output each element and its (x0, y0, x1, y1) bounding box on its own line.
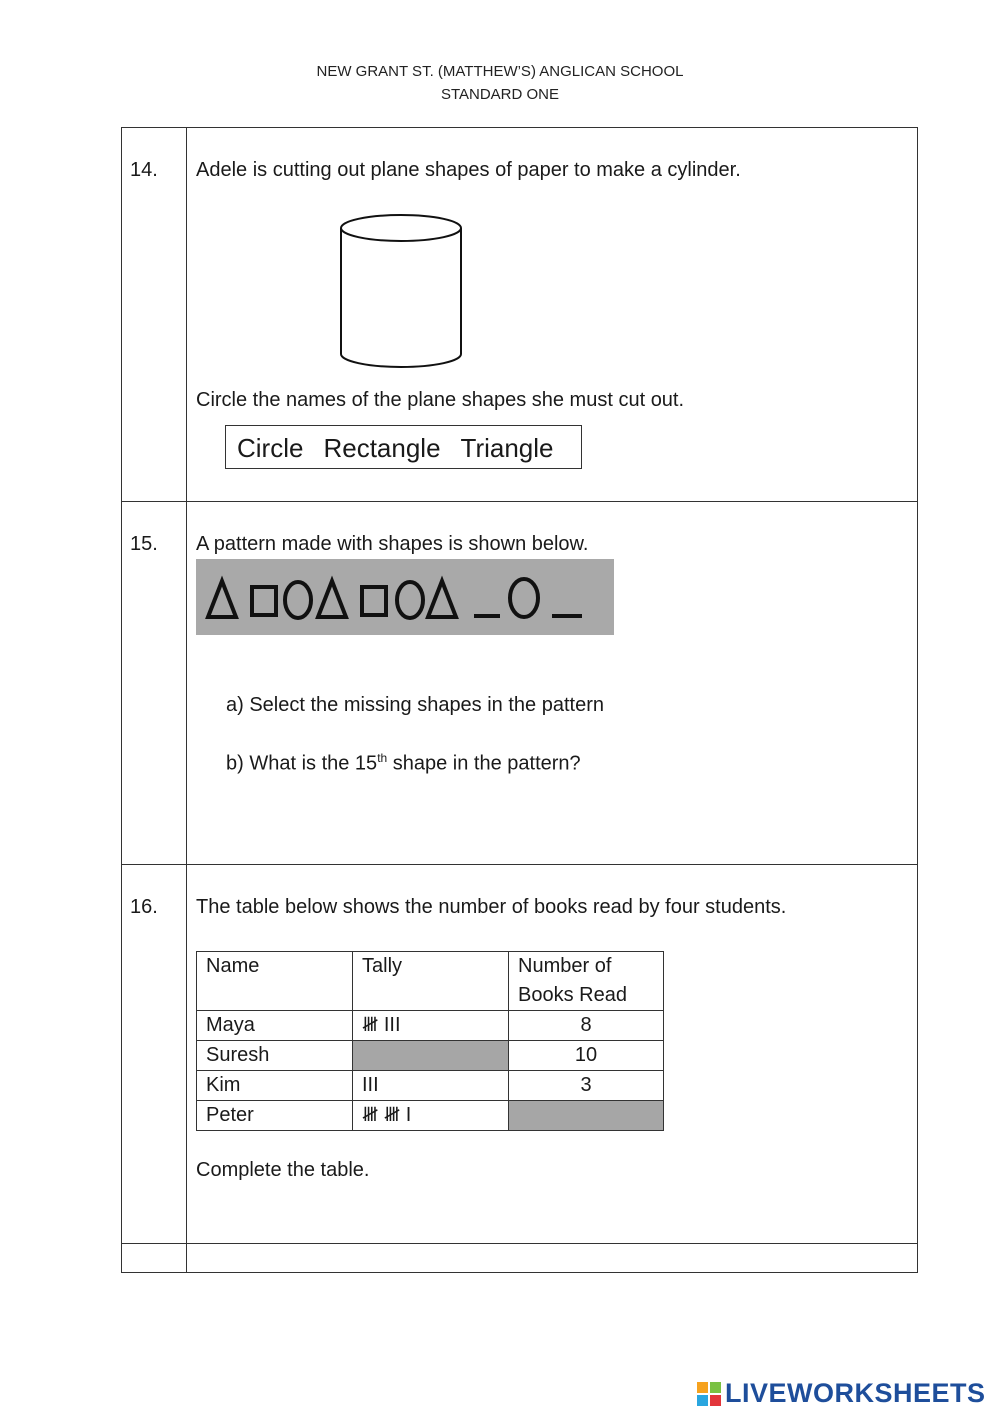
question-15-prompt: A pattern made with shapes is shown below. (196, 533, 589, 555)
row-divider (121, 501, 918, 502)
question-number-16: 16. (130, 896, 158, 918)
page-header (0, 60, 1000, 106)
tally-answer-input[interactable] (353, 1041, 509, 1071)
standard-label: STANDARD ONE (440, 86, 560, 103)
header-books: Number of Books Read (509, 952, 664, 1011)
square-shape (252, 587, 276, 615)
question-14-prompt: Adele is cutting out plane shapes of paper to make a cylinder. (196, 159, 741, 181)
question-number-15: 15. (130, 533, 158, 555)
triangle-shape (428, 581, 456, 617)
table-row (197, 1071, 664, 1101)
books-answer-input[interactable] (509, 1101, 664, 1131)
triangle-shape (208, 581, 236, 617)
table-row (197, 1041, 664, 1071)
table-border-left (121, 127, 122, 1273)
row-tally: III (353, 1071, 509, 1101)
shape-options-box (225, 425, 582, 469)
row-name: Peter (197, 1101, 353, 1131)
row-name: Kim (197, 1071, 353, 1101)
row-divider (121, 864, 918, 865)
header-name: Name (197, 952, 353, 1011)
logo-icon (697, 1382, 721, 1406)
question-number-14: 14. (130, 159, 158, 181)
logo-text: LIVEWORKSHEETS (725, 1378, 986, 1408)
row-books: 8 (509, 1011, 664, 1041)
cylinder-image (338, 211, 464, 373)
table-header-row (197, 952, 664, 1011)
question-table (121, 127, 918, 1273)
table-row (197, 1101, 664, 1131)
question-16-instruction: Complete the table. (196, 1159, 370, 1181)
books-table (196, 951, 664, 1131)
column-divider (186, 127, 187, 1273)
circle-shape (510, 579, 538, 617)
table-border-top (121, 127, 918, 128)
option-rectangle[interactable]: Rectangle (323, 433, 441, 463)
liveworksheets-logo (697, 1378, 986, 1409)
question-15-part-a: a) Select the missing shapes in the pattern (226, 694, 604, 716)
circle-shape (285, 582, 311, 618)
row-books: 3 (509, 1071, 664, 1101)
table-border-bottom (121, 1272, 918, 1273)
row-divider (121, 1243, 918, 1244)
circle-shape (397, 582, 423, 618)
pattern-image (196, 559, 614, 635)
row-books: 10 (509, 1041, 664, 1071)
row-tally: 𝍸 𝍸 I (353, 1101, 509, 1131)
triangle-shape (318, 581, 346, 617)
row-name: Suresh (197, 1041, 353, 1071)
table-row (197, 1011, 664, 1041)
school-name: NEW GRANT ST. (MATTHEW’S) ANGLICAN SCHOOL (316, 63, 684, 80)
question-14-instruction: Circle the names of the plane shapes she must cut out. (196, 389, 685, 411)
header-tally: Tally (353, 952, 509, 1011)
square-shape (362, 587, 386, 615)
option-triangle[interactable]: Triangle (460, 433, 554, 463)
option-circle[interactable]: Circle (237, 433, 304, 463)
question-15-part-b: b) What is the 15th shape in the pattern? (226, 751, 581, 775)
row-tally: 𝍸 III (353, 1011, 509, 1041)
question-16-prompt: The table below shows the number of books read by four students. (196, 896, 787, 918)
row-name: Maya (197, 1011, 353, 1041)
shape-pattern (196, 559, 614, 635)
table-border-right (917, 127, 918, 1273)
